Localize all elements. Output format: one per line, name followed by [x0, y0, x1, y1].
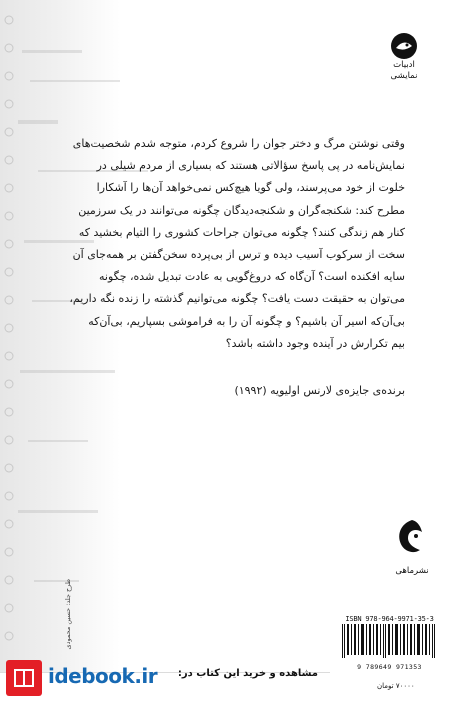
fish-logo-icon	[390, 32, 418, 60]
blurb-line: سخت از سرکوب آسیب دیده و ترس از بی‌پرده سخن‌گفتن بر همه‌جای آن	[72, 248, 405, 262]
award-line: برنده‌ی جایزه‌ی لارنس اولیویه (۱۹۹۲)	[234, 384, 405, 397]
blurb-line: بی‌آن‌که اسیر آن باشیم؟ و چگونه آن را به فراموشی بسپاریم، بی‌آن‌که	[88, 314, 405, 328]
fish-logo-icon	[394, 518, 430, 562]
blurb-line: خلوت از خود می‌پرسند، ولی گویا هیچ‌کس نمی‌خواهد آن‌ها را آشکارا	[96, 181, 405, 195]
promo-message: مشاهده و خرید این کتاب در:	[177, 668, 318, 679]
blurb-line: بیم تکرارش در آینده وجود داشته باشد؟	[225, 336, 405, 350]
isbn-text: ISBN 978-964-9971-35-3	[345, 615, 434, 623]
publisher-series-line1: ادبیات	[393, 60, 415, 70]
blurb-text	[69, 133, 405, 355]
publisher-logo-bottom	[390, 518, 434, 577]
idebook-site-name[interactable]: idebook.ir	[48, 664, 158, 688]
publisher-logo-top	[380, 32, 428, 112]
blurb-line: می‌توان به حقیقت دست یافت؟ چگونه می‌توانیم گذشته را زنده نگه داریم،	[69, 292, 405, 306]
blurb-line: نمایش‌نامه در پی پاسخ سؤالاتی هستند که بسیاری از مردم شیلی در	[96, 159, 405, 173]
barcode-digits: 9 789649 971353	[357, 663, 422, 671]
idebook-logo-icon	[6, 660, 42, 696]
barcode-block	[338, 615, 441, 673]
designer-credit: طرح جلد: حسین محمودی	[64, 579, 72, 650]
blurb-line: وقتی نوشتن مرگ و دختر جوان را شروع کردم، متوجه شدم شخصیت‌های	[72, 137, 405, 150]
blurb-line: سایه افکنده است؟ آن‌گاه که دروغ‌گویی به عادت تبدیل شده، چگونه	[98, 270, 405, 284]
barcode-graphic	[338, 623, 441, 659]
price-label: ۷۰۰۰۰ تومان	[377, 682, 415, 690]
blurb-line: مطرح کند: شکنجه‌گران و شکنجه‌دیدگان چگونه می‌توانند در یک سرزمین	[78, 203, 405, 217]
publisher-series-line2: نمایشی	[390, 71, 418, 81]
promo-banner[interactable]	[0, 652, 330, 700]
publisher-name: نشرماهی	[395, 566, 429, 576]
blurb-line: کنار هم زندگی کنند؟ چگونه می‌توان جراحات کشوری را التیام بخشید که	[78, 225, 405, 239]
